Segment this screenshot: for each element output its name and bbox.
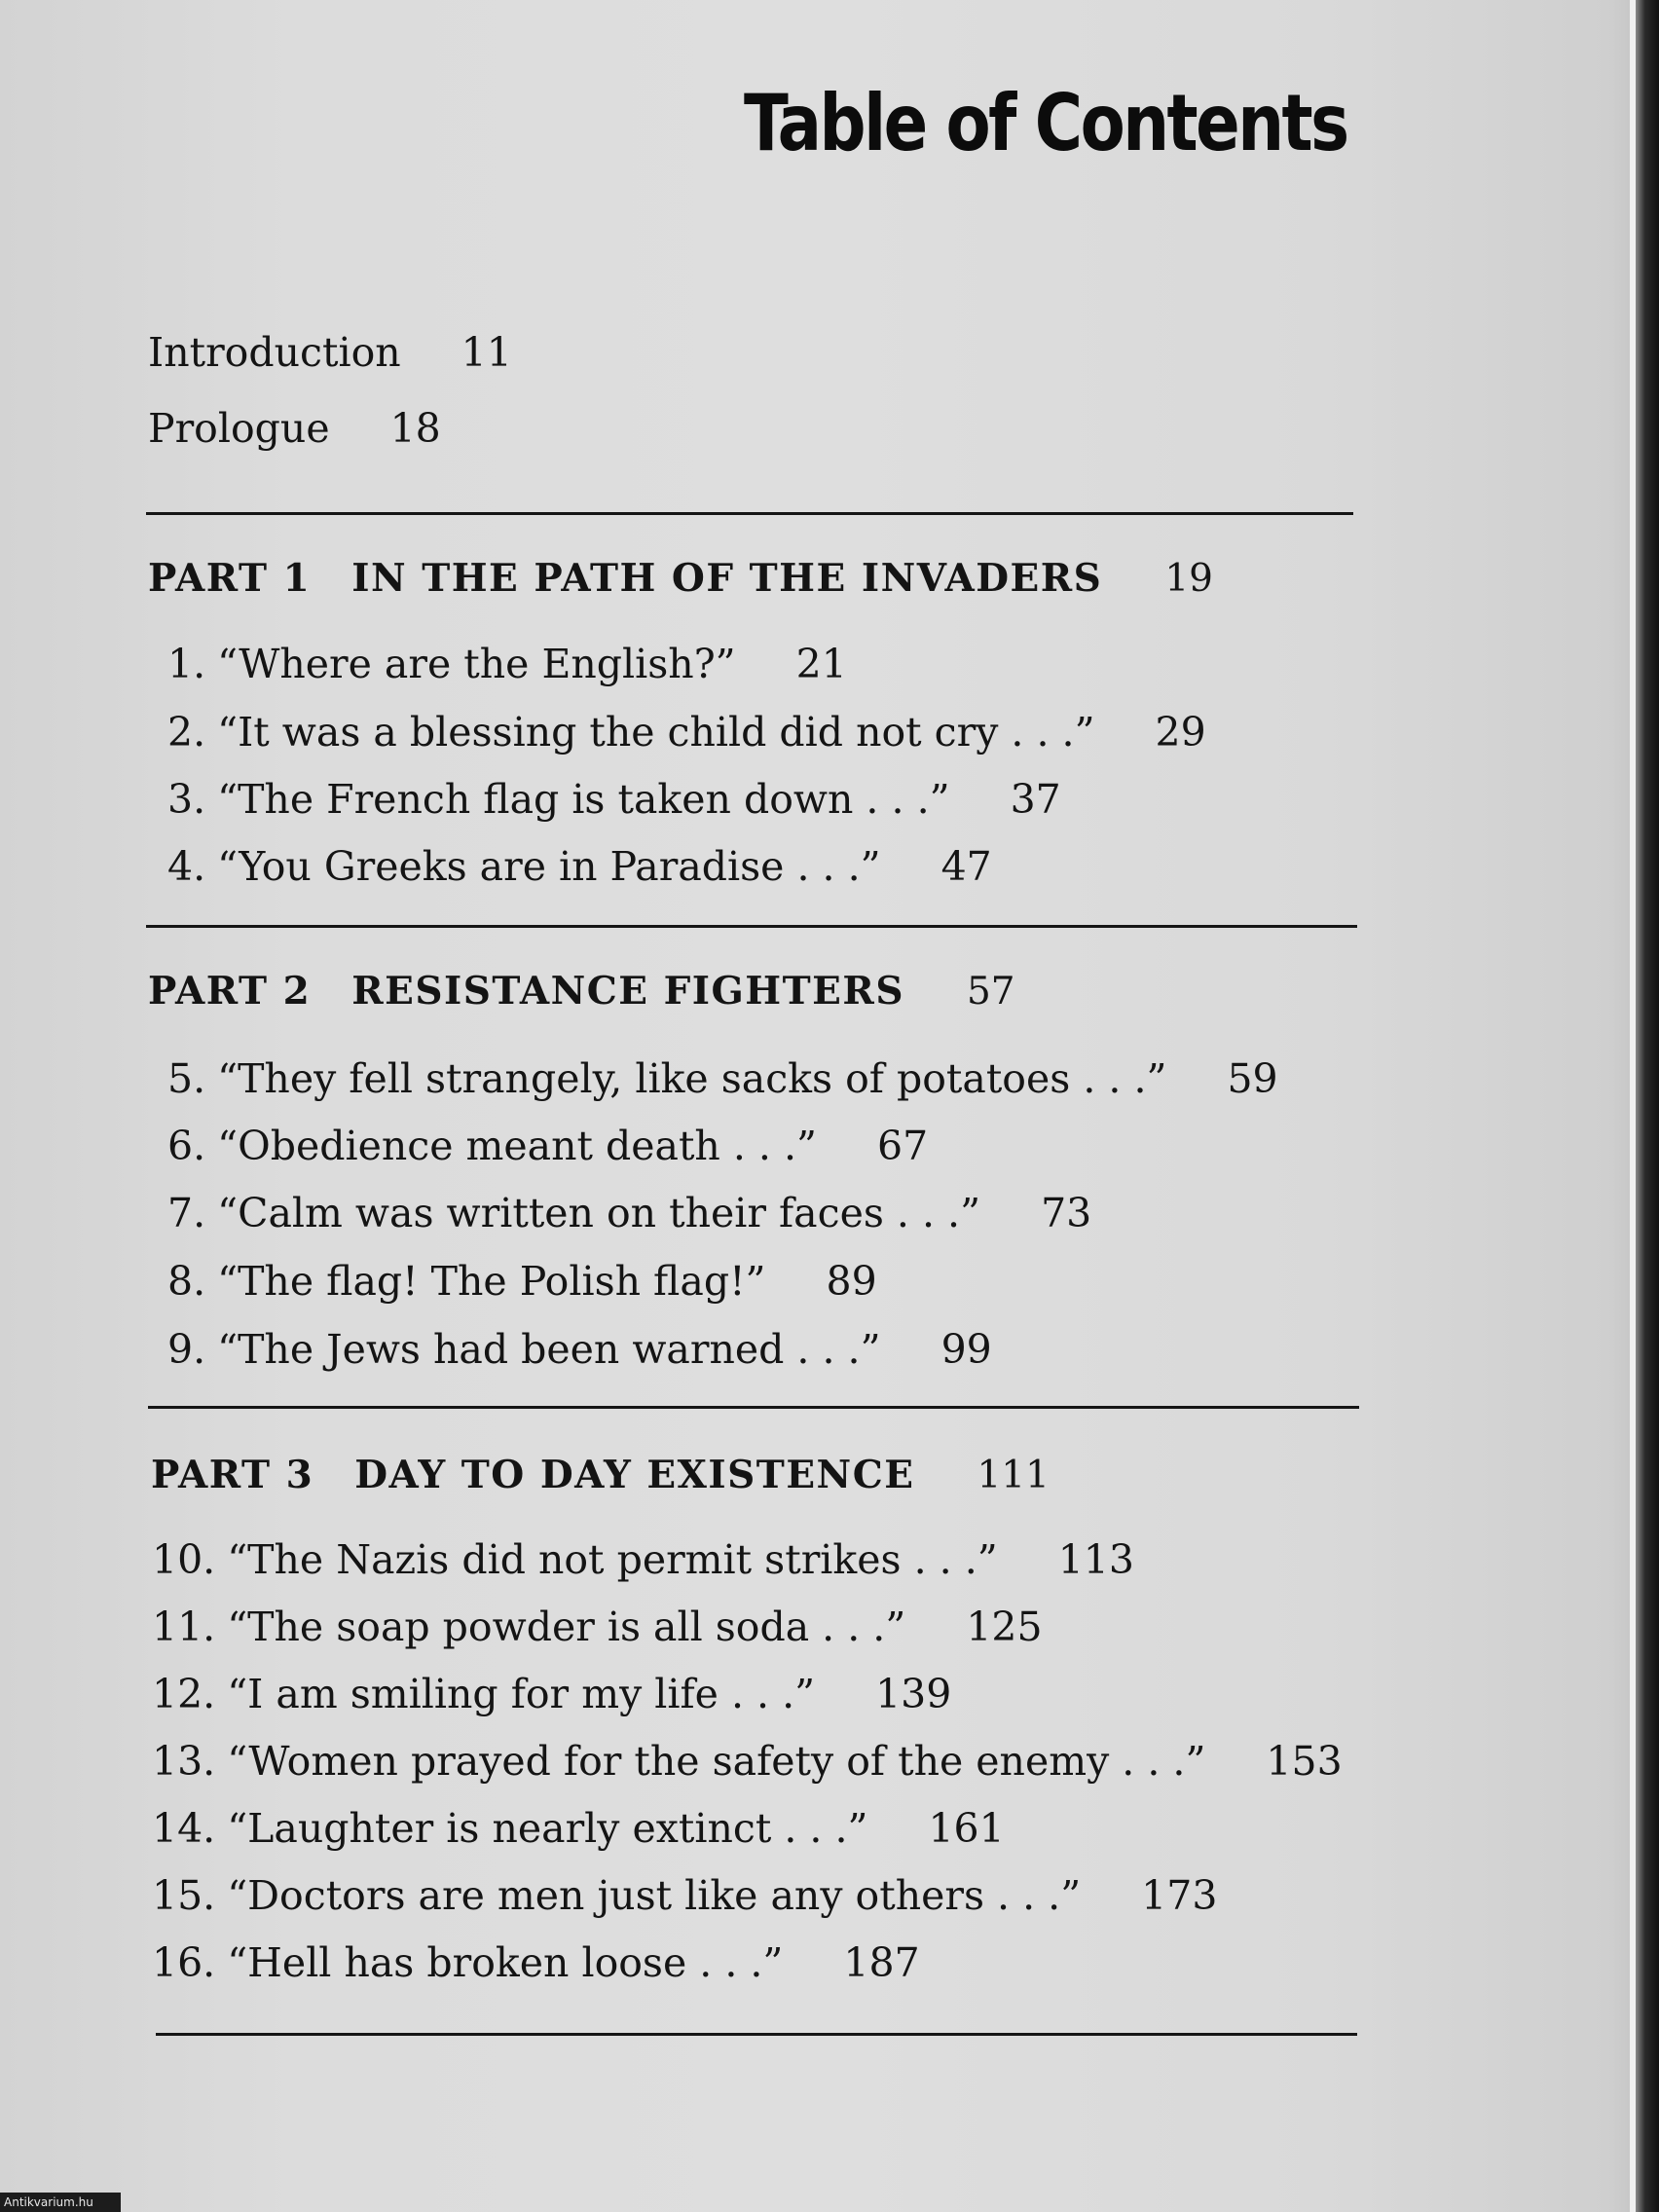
entry-number: 7. [167, 1190, 206, 1236]
entry-title: “It was a blessing the child did not cry . . .” [217, 709, 1095, 756]
part-label: PART 3 [151, 1453, 314, 1497]
entry-number: 1. [167, 641, 206, 687]
toc-entry [152, 1872, 1217, 1919]
entry-title: “You Greeks are in Paradise . . .” [217, 843, 881, 890]
toc-entry-introduction [148, 329, 512, 376]
entry-number: 2. [167, 709, 206, 756]
entry-title: “The Jews had been warned . . .” [217, 1326, 881, 1373]
entry-number: 11. [152, 1604, 216, 1650]
toc-entry-prologue [148, 405, 441, 452]
entry-title: “Hell has broken loose . . .” [227, 1939, 784, 1986]
entry-title: “Doctors are men just like any others . . .” [227, 1872, 1082, 1919]
entry-number: 6. [167, 1123, 206, 1169]
part-page: 57 [966, 970, 1015, 1014]
toc-entry [167, 1190, 1091, 1236]
entry-title: Introduction [148, 329, 401, 376]
part-heading-1 [148, 556, 1213, 601]
watermark: Antikvarium.hu [0, 2193, 121, 2212]
toc-entry [167, 1258, 877, 1305]
entry-page: 89 [826, 1258, 877, 1305]
entry-number: 8. [167, 1258, 206, 1305]
entry-page: 187 [843, 1939, 920, 1986]
divider-rule [146, 512, 1353, 515]
entry-number: 12. [152, 1671, 216, 1717]
entry-page: 173 [1141, 1872, 1218, 1919]
entry-number: 3. [167, 776, 206, 823]
entry-title: “I am smiling for my life . . .” [227, 1671, 816, 1717]
entry-page: 29 [1155, 709, 1206, 756]
part-page: 19 [1164, 557, 1213, 601]
entry-page: 59 [1227, 1055, 1278, 1102]
entry-page: 125 [966, 1604, 1043, 1650]
part-title: RESISTANCE FIGHTERS [351, 969, 904, 1014]
page-title: Table of Contents [744, 78, 1347, 168]
entry-page: 139 [875, 1671, 952, 1717]
entry-title: “The soap powder is all soda . . .” [227, 1604, 906, 1650]
entry-number: 4. [167, 843, 206, 890]
entry-page: 47 [940, 843, 992, 890]
entry-number: 13. [152, 1738, 216, 1785]
entry-title: “Women prayed for the safety of the enemy . . .” [227, 1738, 1206, 1785]
entry-page: 37 [1010, 776, 1061, 823]
toc-entry [152, 1738, 1343, 1785]
divider-rule [146, 925, 1357, 928]
entry-page: 113 [1057, 1536, 1134, 1583]
entry-number: 5. [167, 1055, 206, 1102]
entry-page: 161 [928, 1805, 1005, 1852]
entry-title: “Where are the English?” [217, 641, 736, 687]
toc-entry [167, 776, 1061, 823]
entry-title: “The Nazis did not permit strikes . . .” [227, 1536, 998, 1583]
toc-entry [167, 1123, 928, 1169]
toc-entry [167, 709, 1206, 756]
toc-entry [167, 843, 992, 890]
toc-entry [167, 641, 847, 687]
part-title: DAY TO DAY EXISTENCE [354, 1453, 915, 1497]
page-edge [1636, 0, 1659, 2212]
entry-page: 99 [940, 1326, 992, 1373]
part-page: 111 [977, 1454, 1050, 1497]
divider-rule [148, 1406, 1359, 1409]
entry-page: 153 [1266, 1738, 1343, 1785]
entry-page: 11 [461, 329, 512, 376]
entry-title: Prologue [148, 405, 330, 452]
toc-entry [152, 1939, 920, 1986]
entry-title: “The French flag is taken down . . .” [217, 776, 950, 823]
entry-page: 21 [795, 641, 847, 687]
entry-number: 16. [152, 1939, 216, 1986]
part-title: IN THE PATH OF THE INVADERS [351, 556, 1103, 601]
part-heading-2 [148, 969, 1015, 1014]
toc-entry [167, 1326, 992, 1373]
entry-page: 73 [1041, 1190, 1092, 1236]
entry-number: 9. [167, 1326, 206, 1373]
entry-title: “The flag! The Polish flag!” [217, 1258, 766, 1305]
toc-entry [152, 1536, 1134, 1583]
entry-page: 18 [389, 405, 441, 452]
part-label: PART 1 [148, 556, 312, 601]
entry-page: 67 [877, 1123, 929, 1169]
part-heading-3 [151, 1453, 1050, 1497]
toc-entry [152, 1805, 1005, 1852]
entry-title: “Obedience meant death . . .” [217, 1123, 817, 1169]
toc-entry [152, 1604, 1043, 1650]
toc-entry [167, 1055, 1278, 1102]
entry-number: 14. [152, 1805, 216, 1852]
entry-number: 15. [152, 1872, 216, 1919]
entry-number: 10. [152, 1536, 216, 1583]
toc-entry [152, 1671, 951, 1717]
part-label: PART 2 [148, 969, 312, 1014]
entry-title: “Laughter is nearly extinct . . .” [227, 1805, 868, 1852]
entry-title: “Calm was written on their faces . . .” [217, 1190, 981, 1236]
entry-title: “They fell strangely, like sacks of potatoes . . .” [217, 1055, 1167, 1102]
divider-rule [156, 2033, 1357, 2036]
